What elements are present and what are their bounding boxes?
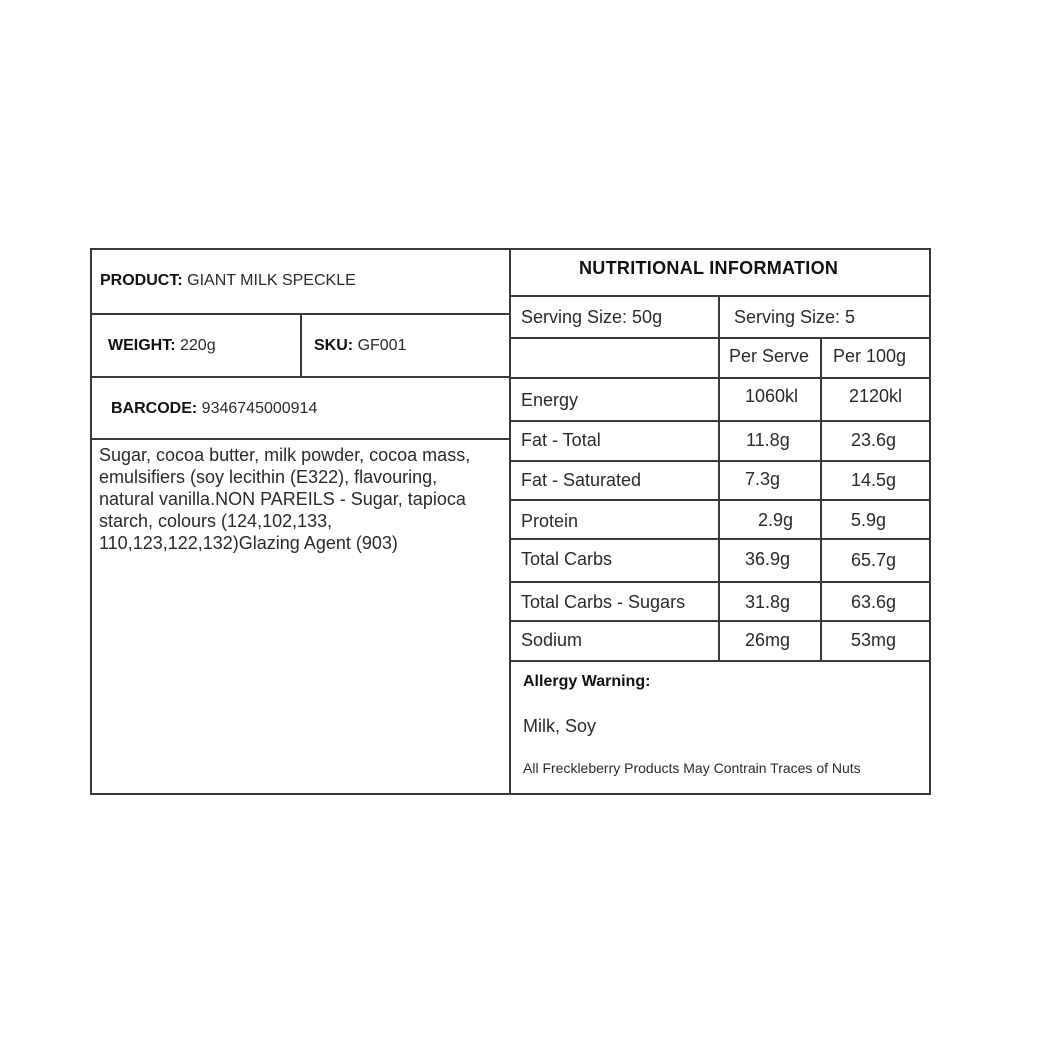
ingredients-text: Sugar, cocoa butter, milk powder, cocoa mass, emulsifiers (soy lecithin (E322), flavouring, natural vanilla.NON PAREILS - Sugar, tapioca starch, colours (124,102,133, 110,123,122,132)Glazing Agent (903) [99,445,471,553]
weight-value: 220g [180,337,216,354]
allergy-title-text: Allergy Warning: [523,673,651,690]
nutrient-per-100g: 63.6g [851,592,897,612]
product-value: GIANT MILK SPECKLE [187,272,356,289]
allergy-list: Milk, Soy [523,716,597,736]
barcode-value: 9346745000914 [201,400,318,417]
nutrient-per-serve: 11.8g [746,430,790,450]
nutrition-title: NUTRITIONAL INFORMATION [579,258,839,278]
divider-weight-sku [300,313,302,377]
weight-label: WEIGHT: [108,337,176,354]
nutrient-per-100g: 23.6g [851,430,897,450]
product-label: PRODUCT: [100,272,183,289]
allergy-note: All Freckleberry Products May Contrain Traces of Nuts [523,760,861,776]
divider-col-serve [718,295,720,661]
nutrient-name: Fat - Saturated [521,470,642,490]
nutrient-name: Fat - Total [521,430,601,450]
sku-field [314,336,406,356]
nutrient-name: Protein [521,511,579,531]
product-field [100,271,356,291]
nutrient-per-serve: 1060kl [745,386,799,406]
nutrient-name: Total Carbs [521,549,613,569]
nutrient-per-serve: 36.9g [745,549,791,569]
servings-per-pack: Serving Size: 5 [734,307,856,327]
nutrient-per-serve: 2.9g [758,510,794,530]
divider-left-3 [90,438,510,440]
nutrient-per-100g: 5.9g [851,510,887,530]
nutrient-per-100g: 53mg [851,630,897,650]
barcode-field [111,399,317,419]
nutrient-per-serve: 31.8g [745,592,791,612]
divider-col-100g [820,337,822,661]
border-left [90,248,92,795]
nutrient-per-serve: 7.3g [745,469,781,489]
allergy-title [523,672,650,692]
divider-main [509,248,511,795]
serving-size: Serving Size: 50g [521,307,663,327]
nutrient-per-100g: 65.7g [851,550,897,570]
nutrient-per-serve: 26mg [745,630,791,650]
col-header-per-serve: Per Serve [729,346,810,366]
nutrient-per-100g: 2120kl [849,386,903,406]
nutrient-name: Energy [521,390,579,410]
col-header-per-100g: Per 100g [833,346,907,366]
border-right [929,248,931,795]
sku-label: SKU: [314,337,354,354]
sku-value: GF001 [357,337,407,354]
nutrient-name: Total Carbs - Sugars [521,592,686,612]
nutrient-name: Sodium [521,630,583,650]
barcode-label: BARCODE: [111,400,198,417]
nutrient-per-100g: 14.5g [851,470,897,490]
weight-field [108,336,216,356]
